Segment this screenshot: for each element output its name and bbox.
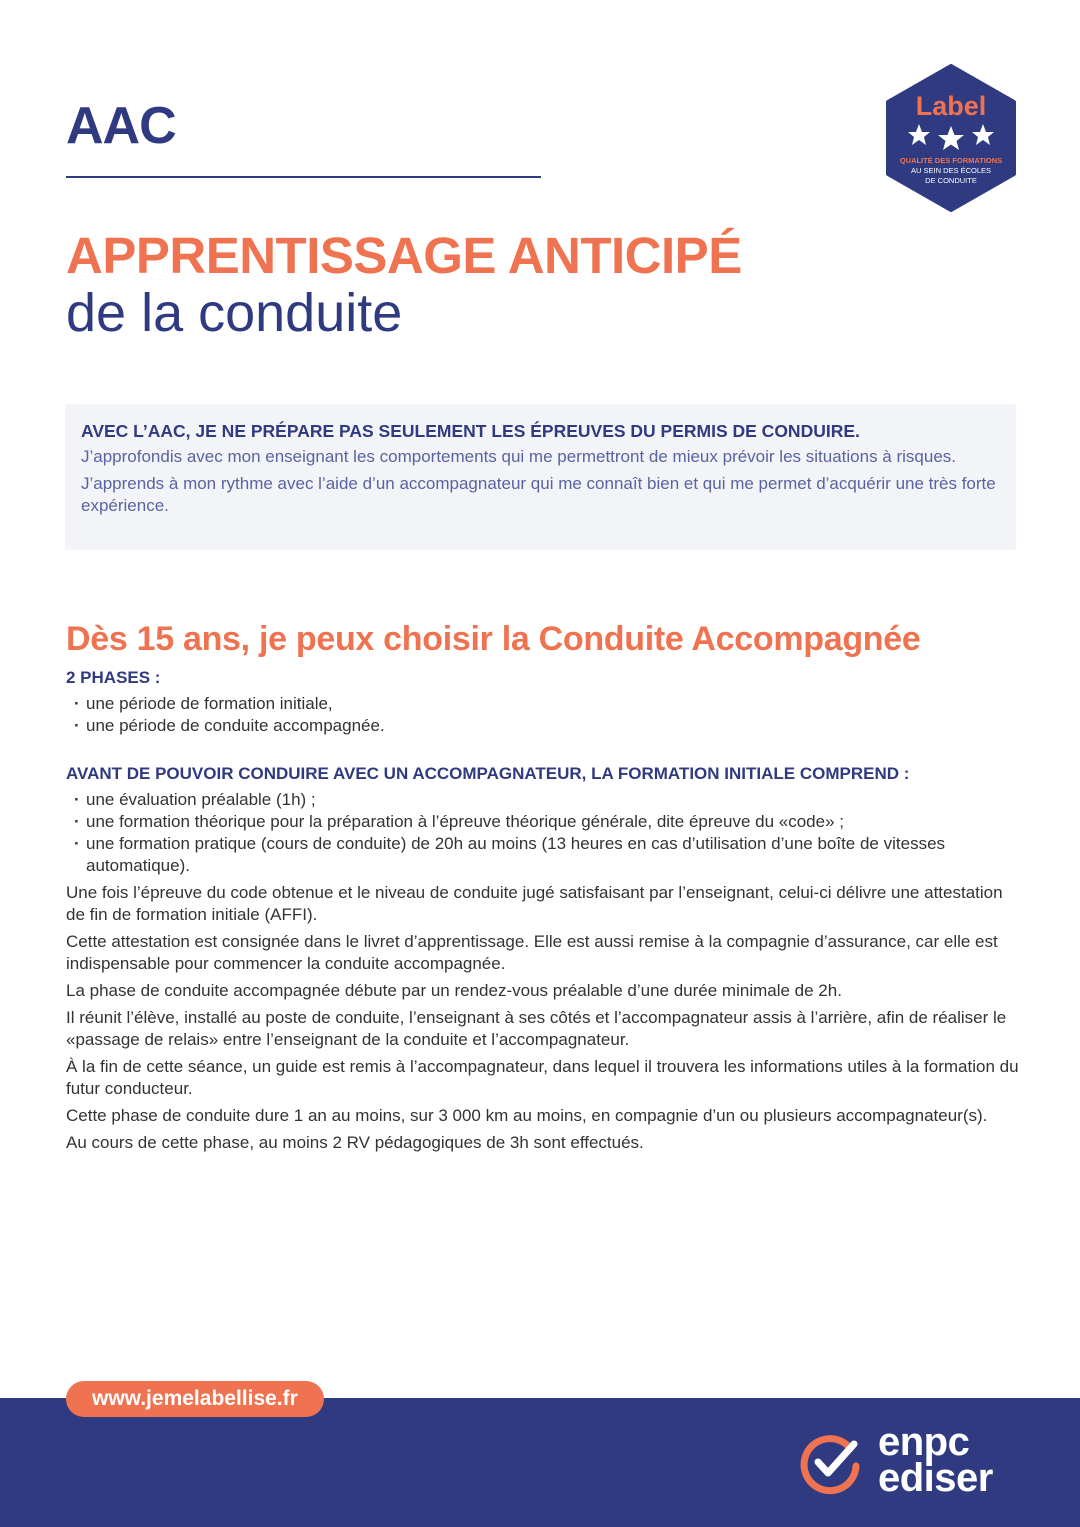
website-link[interactable]: www.jemelabellise.fr (66, 1381, 324, 1417)
label-badge-icon (882, 64, 1020, 212)
body-paragraph: Il réunit l’élève, installé au poste de conduite, l’enseignant à ses côtés et l’accompagnateur assis à l’arrière, afin de réaliser le «passage de relais» entre l’enseignant de la conduite et l’accompagnateur. (66, 1008, 1007, 1049)
body-paragraph: À la fin de cette séance, un guide est remis à l’accompagnateur, dans lequel il trouvera les informations utiles à la formation du futur conducteur. (66, 1057, 1019, 1098)
body-paragraph: Au cours de cette phase, au moins 2 RV pédagogiques de 3h sont effectués. (66, 1133, 644, 1152)
formation-label: AVANT DE POUVOIR CONDUIRE AVEC UN ACCOMPAGNATEUR, LA FORMATION INITIALE COMPREND : (66, 764, 910, 783)
document-short-title: AAC (66, 97, 176, 155)
list-item: · une période de formation initiale, (66, 693, 1026, 715)
formation-list (66, 789, 1026, 877)
badge-line3: DE CONDUITE (925, 176, 977, 185)
logo-wordmark (878, 1420, 993, 1500)
body-paragraph: La phase de conduite accompagnée débute par un rendez-vous préalable d’une durée minimale de 2h. (66, 981, 842, 1000)
body-paragraph: Cette attestation est consignée dans le livret d’apprentissage. Elle est aussi remise à la compagnie d’assurance, car elle est indispensable pour commencer la conduite accompagnée. (66, 932, 998, 973)
logo-line-2: ediser (878, 1456, 993, 1500)
badge-line1: QUALITÉ DES FORMATIONS (899, 156, 1003, 165)
check-circle-icon (798, 1430, 864, 1496)
list-item: · une évaluation préalable (1h) ; (66, 789, 1026, 811)
title-divider (66, 176, 541, 178)
page-subtitle: de la conduite (66, 283, 403, 343)
intro-box (65, 404, 1016, 550)
list-item: · une période de conduite accompagnée. (66, 715, 1026, 737)
body-paragraph: Une fois l’épreuve du code obtenue et le niveau de conduite jugé satisfaisant par l’enseignant, celui-ci délivre une attestation de fin de formation initiale (AFFI). (66, 883, 1003, 924)
intro-paragraph-1: J’approfondis avec mon enseignant les comportements qui me permettront de mieux prévoir les situations à risques. (81, 447, 956, 466)
page-title: APPRENTISSAGE ANTICIPÉ (66, 227, 742, 284)
section-title: Dès 15 ans, je peux choisir la Conduite Accompagnée (66, 620, 921, 658)
enpc-ediser-logo (798, 1420, 1028, 1502)
phases-label: 2 PHASES : (66, 668, 161, 687)
intro-heading: AVEC L’AAC, JE NE PRÉPARE PAS SEULEMENT LES ÉPREUVES DU PERMIS DE CONDUIRE. (81, 421, 860, 441)
quality-label-badge (882, 64, 1020, 212)
phases-list (66, 693, 1026, 737)
section-content (66, 667, 1026, 1154)
list-item: · une formation théorique pour la préparation à l’épreuve théorique générale, dite épreuve du «code» ; (66, 811, 1026, 833)
body-paragraph: Cette phase de conduite dure 1 an au moins, sur 3 000 km au moins, en compagnie d’un ou plusieurs accompagnateur(s). (66, 1106, 988, 1125)
list-item: · une formation pratique (cours de conduite) de 20h au moins (13 heures en cas d’utilisation d’une boîte de vitesses automatique). (66, 833, 1026, 877)
logo-line-1: enpc (878, 1420, 970, 1464)
badge-line2: AU SEIN DES ÉCOLES (910, 166, 992, 175)
intro-paragraph-2: J’apprends à mon rythme avec l’aide d’un accompagnateur qui me connaît bien et qui me permet d’acquérir une très forte expérience. (81, 474, 996, 515)
badge-label-text: Label (915, 91, 987, 121)
